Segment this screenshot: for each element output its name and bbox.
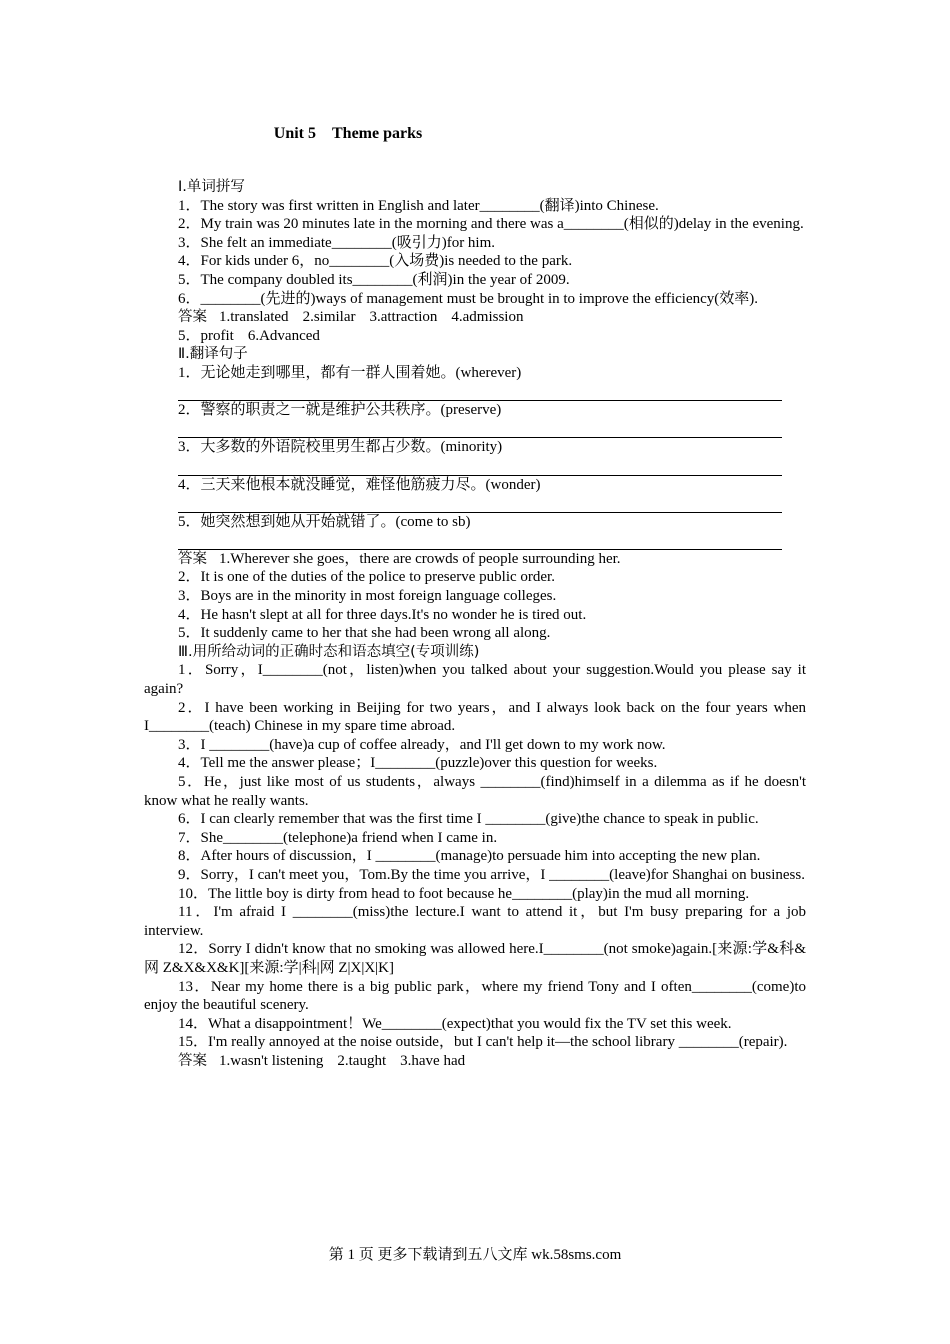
- section3-heading: Ⅲ.用所给动词的正确时态和语态填空(专项训练): [178, 643, 480, 660]
- answer-blank-line: [178, 531, 782, 550]
- s3-answer-2: 2.taught: [337, 1052, 387, 1069]
- document-body: [144, 178, 806, 1071]
- s3-item-4: 4．Tell me the answer please；I________(puzzle)over this question for weeks.: [178, 755, 658, 772]
- s3-item-3: 3．I ________(have)a cup of coffee already，and I'll get down to my work now.: [178, 736, 666, 753]
- s3-item-13: 13．Near my home there is a big public park，where my friend Tony and I often________(come)to enjoy the beautiful scenery.: [144, 978, 806, 1014]
- s3-item-1: 1．Sorry，I________(not，listen)when you talked about your suggestion.Would you please say it again?: [144, 662, 806, 698]
- s1-answer-5: 5．profit: [178, 327, 234, 344]
- page-title: [0, 124, 696, 144]
- s3-item-15: 15．I'm really annoyed at the noise outside，but I can't help it—the school library ________(repair).: [178, 1034, 788, 1051]
- s1-answer-label: 答案: [178, 309, 207, 326]
- s1-item-2: 2．My train was 20 minutes late in the morning and there was a________(相似的)delay in the evening.: [178, 216, 804, 233]
- s3-item-9: 9．Sorry，I can't meet you，Tom.By the time you arrive，I ________(leave)for Shanghai on business.: [178, 866, 805, 883]
- s3-item-8: 8．After hours of discussion，I ________(manage)to persuade him into accepting the new plan.: [178, 848, 761, 865]
- s2-answer-5: 5．It suddenly came to her that she had been wrong all along.: [178, 625, 551, 642]
- s3-answer-1: 1.wasn't listening: [219, 1052, 324, 1069]
- s1-item-4: 4．For kids under 6，no________(入场费)is needed to the park.: [178, 253, 573, 270]
- answer-blank-line: [178, 383, 782, 402]
- s1-answers: [144, 308, 806, 327]
- s1-item-5: 5．The company doubled its________(利润)in the year of 2009.: [178, 271, 570, 288]
- s2-answer-3: 3．Boys are in the minority in most foreign language colleges.: [178, 588, 557, 605]
- s1-item-3: 3．She felt an immediate________(吸引力)for him.: [178, 234, 496, 251]
- s3-item-7: 7．She________(telephone)a friend when I came in.: [178, 829, 498, 846]
- answer-blank-line: [178, 457, 782, 476]
- section1-heading: Ⅰ.单词拼写: [178, 179, 245, 195]
- s2-answers: [144, 550, 806, 569]
- s3-item-14: 14．What a disappointment！We________(expect)that you would fix the TV set this week.: [178, 1015, 732, 1032]
- section2-heading: Ⅱ.翻译句子: [178, 346, 248, 363]
- s2-answer-label: 答案: [178, 550, 207, 567]
- s2-answer-2: 2．It is one of the duties of the police to preserve public order.: [178, 569, 555, 586]
- s1-item-1: 1．The story was first written in English and later________(翻译)into Chinese.: [178, 197, 659, 214]
- answer-blank-line: [178, 420, 782, 439]
- answer-blank-line: [178, 494, 782, 513]
- s1-answer-4: 4.admission: [451, 309, 524, 326]
- s2-item-5: 5．她突然想到她从开始就错了。(come to sb): [178, 513, 471, 530]
- s3-item-2: 2．I have been working in Beijing for two years，and I always look back on the four years when I________(teach) Chinese in my spare time abroad.: [144, 699, 806, 735]
- topic-label: Theme parks: [332, 125, 423, 142]
- s3-item-10: 10．The little boy is dirty from head to foot because he________(play)in the mud all morning.: [178, 885, 750, 902]
- s3-answers: [144, 1052, 806, 1071]
- s1-answer-3: 3.attraction: [369, 309, 438, 326]
- s2-item-3: 3．大多数的外语院校里男生都占少数。(minority): [178, 439, 503, 456]
- s3-item-11: 11．I'm afraid I ________(miss)the lecture.I want to attend it，but I'm busy preparing for a job interview.: [144, 904, 806, 939]
- page-footer: 第 1 页 更多下载请到五八文库 wk.58sms.com: [328, 1247, 622, 1263]
- s1-answers-2: [144, 327, 806, 346]
- s1-answer-6: 6.Advanced: [247, 327, 320, 344]
- s2-answer-4: 4．He hasn't slept at all for three days.It's no wonder he is tired out.: [178, 606, 587, 623]
- s2-item-1: 1．无论她走到哪里，都有一群人围着她。(wherever): [178, 364, 522, 381]
- s3-answer-label: 答案: [178, 1052, 207, 1069]
- s1-answer-2: 2.similar: [302, 309, 356, 326]
- s2-answer-1: 1.Wherever she goes，there are crowds of people surrounding her.: [219, 550, 621, 567]
- s2-item-2: 2．警察的职责之一就是维护公共秩序。(preserve): [178, 402, 502, 419]
- s3-item-12: 12．Sorry I didn't know that no smoking was allowed here.I________(not smoke)again.[来源:学&科&网 Z&X&X&K][来源:学|科|网 Z|X|X|K]: [144, 941, 806, 976]
- s3-item-6: 6．I can clearly remember that was the first time I ________(give)the chance to speak in public.: [178, 811, 759, 828]
- s3-item-5: 5．He，just like most of us students，always ________(find)himself in a dilemma as if he doesn't know what he really wants.: [144, 774, 806, 809]
- unit-label: Unit 5: [273, 125, 316, 142]
- s3-answer-3: 3.have had: [400, 1052, 466, 1069]
- s1-answer-1: 1.translated: [219, 309, 289, 326]
- s1-item-6: 6．________(先进的)ways of management must be brought in to improve the efficiency(效率).: [178, 290, 759, 307]
- s2-item-4: 4．三天来他根本就没睡觉，难怪他筋疲力尽。(wonder): [178, 476, 541, 493]
